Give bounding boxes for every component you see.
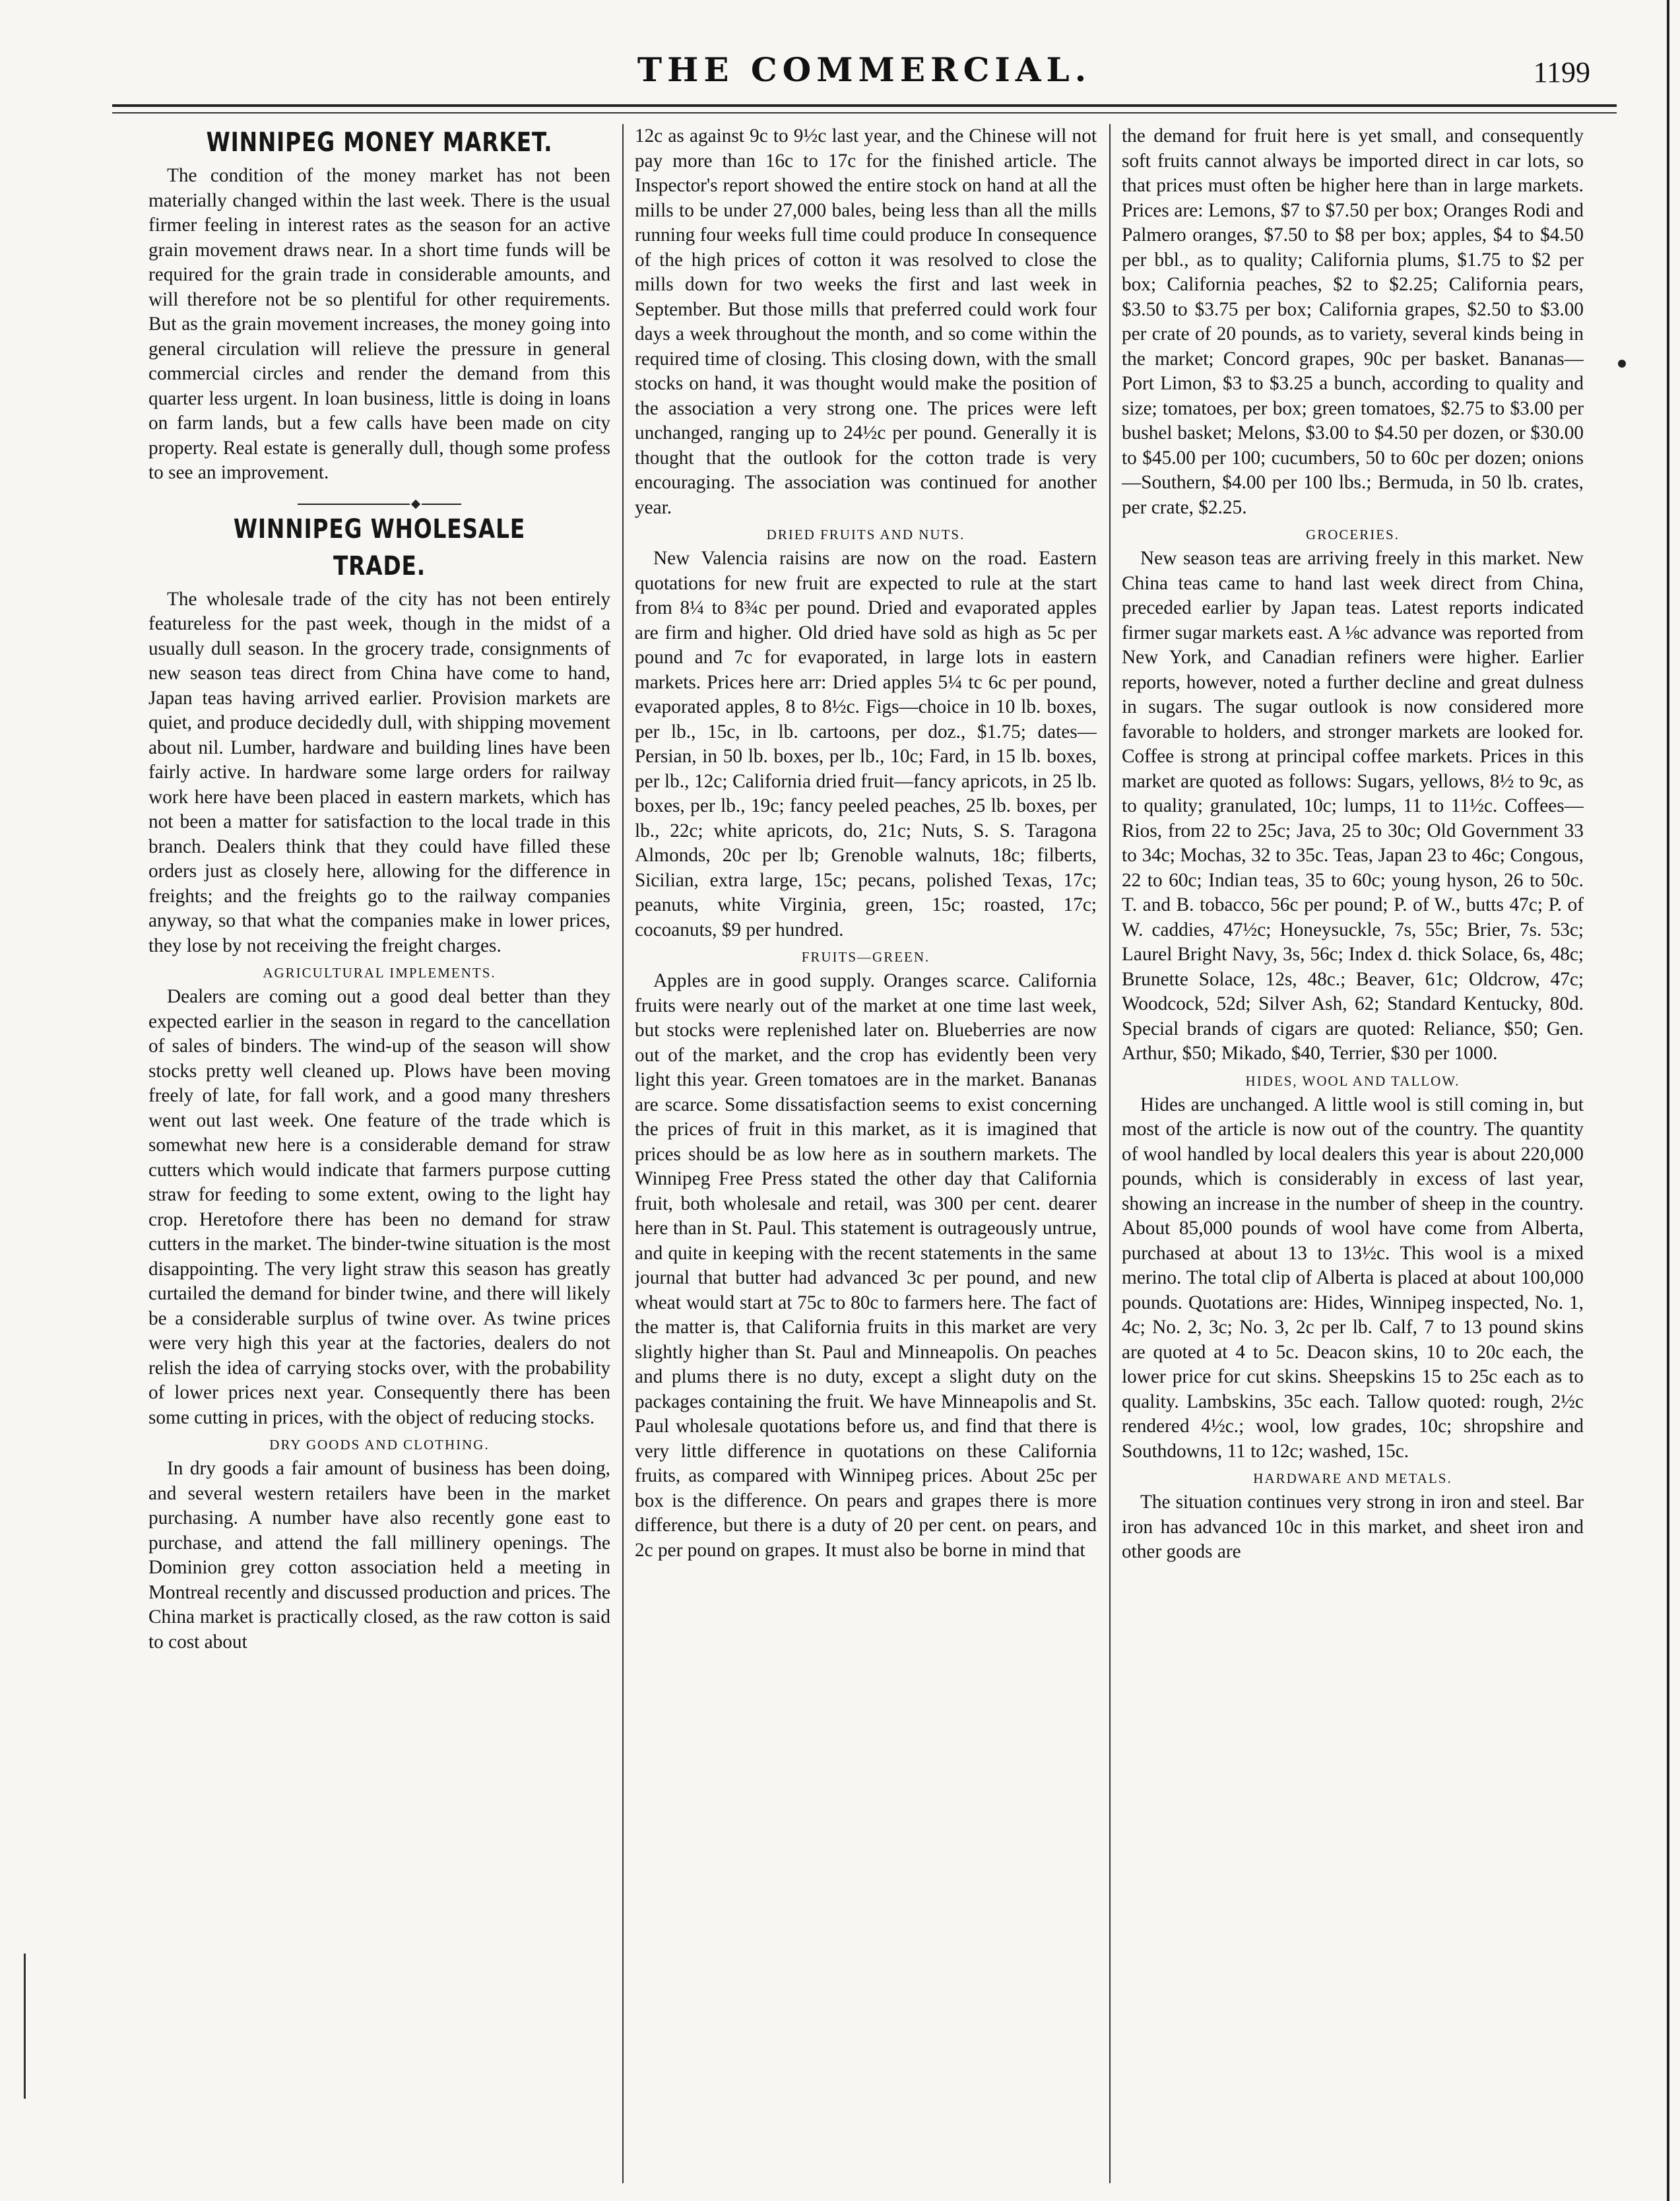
- section-subheading: FRUITS—GREEN.: [801, 949, 930, 965]
- masthead-rule-thin: [112, 112, 1617, 114]
- article-paragraph: The wholesale trade of the city has not been entirely featureless for the past week, though in the midst of a usually dull season. In the grocery trade, consignments of new season teas direct from China have come to hand, Japan teas having arrived earlier. Provision markets are quiet, and produce decidedly dull, with shipping movement about nil. Lumber, hardware and building lines have been fairly active. In hardware some large orders for railway work here have been placed in eastern markets, which has not been a matter for satisfaction to the local trade in this branch. Dealers think that they could have filled these orders just as closely here, allowing for the difference in freights; and the freights go to the railway companies anyway, so that what the companies make in lower prices, they lose by not receiving the freight charges.: [148, 588, 610, 956]
- article-heading: WINNIPEG WHOLESALE TRADE.: [233, 513, 526, 581]
- article-heading: WINNIPEG MONEY MARKET.: [206, 127, 553, 158]
- column-2: [635, 124, 1097, 2183]
- section-subheading: AGRICULTURAL IMPLEMENTS.: [263, 965, 496, 981]
- section-subheading: HIDES, WOOL AND TALLOW.: [1245, 1072, 1460, 1089]
- article-paragraph: Apples are in good supply. Oranges scarce. California fruits were nearly out of the market at one time last week, but stocks were replenished later on. Blueberries are now out of the market, and the crop has evidently been very light this year. Green tomatoes are in the market. Bananas are scarce. Some dissatisfaction seems to exist concerning the prices of fruit in this market, as it is imagined that prices should be as low here as in southern markets. The Winnipeg Free Press stated the other day that California fruit, both wholesale and retail, was 300 per cent. dearer here than in St. Paul. This statement is outrageously untrue, and quite in keeping with the recent statements in the same journal that butter had advanced 3c per pound, and new wheat would start at 75c to 80c to farmers here. The fact of the matter is, that California fruits in this market are very slightly higher than St. Paul and Minneapolis. On peaches and plums there is no duty, except a slight duty on the packages containing the fruit. We have Minneapolis and St. Paul wholesale quotations before us, and find that there is very little difference in quotations on these California fruits, as compared with Winnipeg prices. About 25c per box is the difference. On pears and grapes there is more difference, but there is a duty of 20 per cent. on pears, and 2c per pound on grapes. It must also be borne in mind that: [635, 970, 1097, 1561]
- section-subheading: HARDWARE AND METALS.: [1253, 1470, 1452, 1486]
- column-1: [148, 124, 610, 2183]
- article-paragraph: Hides are unchanged. A little wool is still coming in, but most of the article is now out of the country. The quantity of wool handled by local dealers this year is about 220,000 pounds, which is considerably in excess of last year, showing an increase in the number of sheep in the country. About 85,000 pounds of wool have come from Alberta, purchased at about 13 to 13½c. This wool is a mixed merino. The total clip of Alberta is placed at about 100,000 pounds. Quotations are: Hides, Winnipeg inspected, No. 1, 4c; No. 2, 3c; No. 3, 2c per lb. Calf, 7 to 13 pound skins are quoted at 4 to 5c. Deacon skins, 10 to 20c each, the lower price for cut skins. Sheepskins 15 to 25c each as to quality. Lambskins, 35c each. Tallow quoted: rough, 2½c rendered 4½c.; wool, low grades, 10c; shropshire and Southdowns, 11 to 12c; washed, 15c.: [1122, 1094, 1584, 1462]
- section-subheading: DRIED FRUITS AND NUTS.: [766, 527, 965, 542]
- column-divider: [622, 124, 624, 2183]
- article-paragraph: Dealers are coming out a good deal better than they expected earlier in the season in regard to the cancellation of sales of binders. The wind-up of the season will show stocks pretty well cleaned up. Plows have been moving freely of late, for fall work, and a good many threshers went out last week. One feature of the trade which is somewhat new here is a considerable demand for straw cutters which would indicate that farmers purpose cutting straw for feeding to some extent, owing to the light hay crop. Heretofore there has been no demand for straw cutters in the market. The binder-twine situation is the most disappointing. The very light straw this season has greatly curtailed the demand for binder twine, and there will likely be a considerable surplus of twine over. As twine prices were very high this year at the factories, dealers do not relish the idea of carrying stocks over, with the probability of lower prices next year. Consequently there has been some cutting in prices, with the object of reducing stocks.: [148, 986, 610, 1428]
- section-divider: [148, 491, 610, 508]
- article-paragraph: New season teas are arriving freely in this market. New China teas came to hand last week direct from China, preceded earlier by Japan teas. Latest reports indicated firmer sugar markets east. A ⅛c advance was reported from New York, and Canadian refiners were higher. Earlier reports, however, noted a further decline and great dulness in sugars. The sugar outlook is now considered more favorable to holders, and stronger markets are looked for. Coffee is strong at principal coffee markets. Prices in this market are quoted as follows: Sugars, yellows, 8½ to 9c, as to quality; granulated, 10c; lumps, 11 to 11½c. Coffees—Rios, from 22 to 25c; Java, 25 to 30c; Old Government 33 to 34c; Mochas, 32 to 35c. Teas, Japan 23 to 46c; Congous, 22 to 60c; Indian teas, 35 to 60c; young hyson, 26 to 50c. T. and B. tobacco, 56c per pound; P. of W., butts 47c; P. of W. caddies, 47½c; Honeysuckle, 7s, 55c; Brier, 7s. 53c; Laurel Bright Navy, 3s, 56c; Index d. thick Solace, 6s, 48c; Brunette Solace, 12s, 48c.; Beaver, 61c; Oldcrow, 47c; Woodcock, 52d; Silver Ash, 62; Standard Kentucky, 80d. Special brands of cigars are quoted: Reliance, $50; Gen. Arthur, $50; Mikado, $40, Terrier, $30 per 1000.: [1122, 548, 1584, 1064]
- section-subheading: GROCERIES.: [1306, 527, 1400, 542]
- article-paragraph: The situation continues very strong in iron and steel. Bar iron has advanced 10c in this market, and sheet iron and other goods are: [1122, 1492, 1584, 1562]
- page-edge-rule: [1667, 0, 1669, 2201]
- masthead: [112, 46, 1617, 106]
- article-paragraph-continued: the demand for fruit here is yet small, and consequently soft fruits cannot always be imported direct in car lots, so that prices must often be higher here than in large markets. Prices are: Lemons, $7 to $7.50 per box; Oranges Rodi and Palmero oranges, $7.50 to $8 per box; apples, $4 to $4.50 per bbl., as to quality; California plums, $1.75 to $2 per box; California peaches, $2 to $2.25; California pears, $3.50 to $3.75 per box; California grapes, $2.50 to $3.00 per crate of 20 pounds, as to variety, several kinds being in the market; Concord grapes, 90c per basket. Bananas—Port Limon, $3 to $3.25 a bunch, according to quality and size; tomatoes, per box; green tomatoes, $2.75 to $3.00 per bushel basket; Melons, $3.00 to $4.50 per dozen, or $30.00 to $45.00 per 100; cucumbers, 50 to 60c per dozen; onions—Southern, $4.00 per 100 lbs.; Bermuda, in 50 lb. crates, per crate, $2.25.: [1122, 125, 1584, 518]
- column-divider: [1109, 124, 1111, 2183]
- article-paragraph: New Valencia raisins are now on the road. Eastern quotations for new fruit are expected to rule at the start from 8¼ to 8¾c per pound. Dried and evaporated apples are firm and higher. Old dried have sold as high as 5c per pound and 7c for evaporated, in large lots in eastern markets. Prices here arr: Dried apples 5¼ tc 6c per pound, evaporated apples, 8 to 8½c. Figs—choice in 10 lb. boxes, per lb., 15c, in lb. cartoons, per doz., $1.75; dates—Persian, in 50 lb. boxes, per lb., 10c; Fard, in 15 lb. boxes, per lb., 12c; California dried fruit—fancy apricots, in 25 lb. boxes, per lb., 19c; fancy peeled peaches, 25 lb. boxes, per lb., 22c; white apricots, do, 21c; Nuts, S. S. Taragona Almonds, 20c per lb; Grenoble walnuts, 18c; filberts, Sicilian, extra large, 15c; pecans, polished Texas, 17c; peanuts, white Virginia, green, 15c; roasted, 17c; cocoanuts, $9 per hundred.: [635, 548, 1097, 940]
- article-paragraph: The condition of the money market has not been materially changed within the last week. There is the usual firmer feeling in interest rates as the season for an active grain movement draws near. In a short time funds will be required for the grain trade in considerable amounts, and will therefore not be so plentiful for other requirements. But as the grain movement increases, the money going into general circulation will relieve the pressure in general commercial circles and render the demand from this quarter less urgent. In loan business, little is doing in loans on farm lands, but a few calls have been made on city property. Real estate is generally dull, though some profess to see an improvement.: [148, 165, 610, 483]
- page-number: 1199: [1533, 56, 1590, 88]
- masthead-rule: [112, 104, 1617, 107]
- margin-mark: [24, 1954, 26, 2099]
- article-paragraph-continued: 12c as against 9c to 9½c last year, and the Chinese will not pay more than 16c to 17c for the finished article. The Inspector's report showed the entire stock on hand at all the mills to be under 27,000 bales, being less than all the mills running four weeks full time could produce In consequence of the high prices of cotton it was resolved to close the mills down for two weeks the first and last week in September. But those mills that preferred could work four days a week throughout the month, and so come within the required time of closing. This closing down, with the small stocks on hand, it was thought would make the position of the association a very strong one. The prices were left unchanged, ranging up to 24½c per pound. Generally it is thought that the outlook for the cotton trade is very encouraging. The association was continued for another year.: [635, 125, 1097, 518]
- margin-dot: [1618, 360, 1626, 368]
- publication-title: THE COMMERCIAL.: [637, 50, 1092, 89]
- column-3: [1122, 124, 1584, 2183]
- section-subheading: DRY GOODS AND CLOTHING.: [269, 1437, 490, 1453]
- article-paragraph: In dry goods a fair amount of business has been doing, and several western retailers have been in the market purchasing. A number have also recently gone east to purchase, and attend the fall millinery openings. The Dominion grey cotton association held a meeting in Montreal recently and discussed production and prices. The China market is practically closed, as the raw cotton is said to cost about: [148, 1458, 610, 1653]
